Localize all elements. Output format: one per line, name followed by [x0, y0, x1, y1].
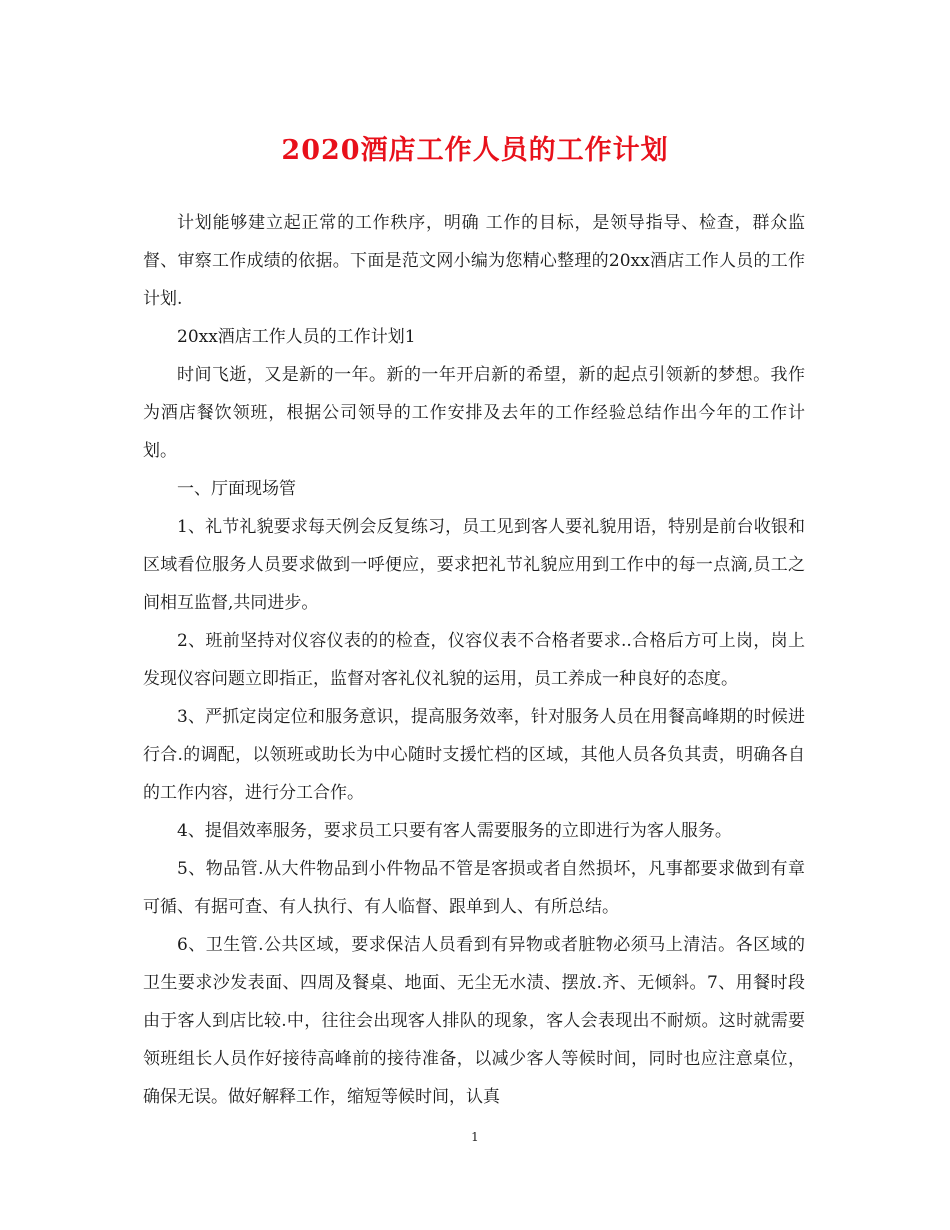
paragraph-item-1: 1、礼节礼貌要求每天例会反复练习，员工见到客人要礼貌用语，特别是前台收银和区域看位服务人员要求做到一呼便应，要求把礼节礼貌应用到工作中的每一点滴,员工之间相互监督,共同进步。: [143, 517, 805, 613]
document-title: 2020酒店工作人员的工作计划: [281, 135, 669, 166]
paragraph-item-6: 6、卫生管.公共区域，要求保洁人员看到有异物或者脏物必须马上清洁。各区域的卫生要求沙发表面、四周及餐桌、地面、无尘无水渍、摆放.齐、无倾斜。7、用餐时段由于客人到店比较.中，往往会出现客人排队的现象，客人会表现出不耐烦。这时就需要领班组长人员作好接待高峰前的接待准备，以减少客人等候时间，同时也应注意桌位，确保无误。做好解释工作，缩短等候时间，认真: [143, 935, 805, 1107]
document-body: [143, 204, 805, 1116]
paragraph-item-5: 5、物品管.从大件物品到小件物品不管是客损或者自然损坏，凡事都要求做到有章可循、有据可查、有人执行、有人临督、跟单到人、有所总结。: [143, 859, 805, 917]
paragraph-subtitle: 20xx酒店工作人员的工作计划1: [177, 327, 416, 347]
paragraph-item-3: 3、严抓定岗定位和服务意识，提高服务效率，针对服务人员在用餐高峰期的时候进行合.的调配，以领班或助长为中心随时支援忙档的区域，其他人员各负其责，明确各自的工作内容，进行分工合作。: [143, 707, 805, 803]
paragraph-intro: 计划能够建立起正常的工作秩序，明确 工作的目标，是领导指导、检查，群众监督、审察工作成绩的依据。下面是范文网小编为您精心整理的20xx酒店工作人员的工作计划.: [143, 213, 805, 309]
paragraph-item-4: 4、提倡效率服务，要求员工只要有客人需要服务的立即进行为客人服务。: [177, 821, 732, 841]
page-number: 1: [471, 1130, 479, 1144]
paragraph-item-2: 2、班前坚持对仪容仪表的的检查，仪容仪表不合格者要求..合格后方可上岗，岗上发现仪容问题立即指正，监督对客礼仪礼貌的运用，员工养成一种良好的态度。: [143, 631, 805, 689]
paragraph-opening: 时间飞逝，又是新的一年。新的一年开启新的希望，新的起点引领新的梦想。我作为酒店餐饮领班，根据公司领导的工作安排及去年的工作经验总结作出今年的工作计划。: [143, 365, 805, 461]
section-heading: 一、厅面现场管: [177, 479, 296, 499]
